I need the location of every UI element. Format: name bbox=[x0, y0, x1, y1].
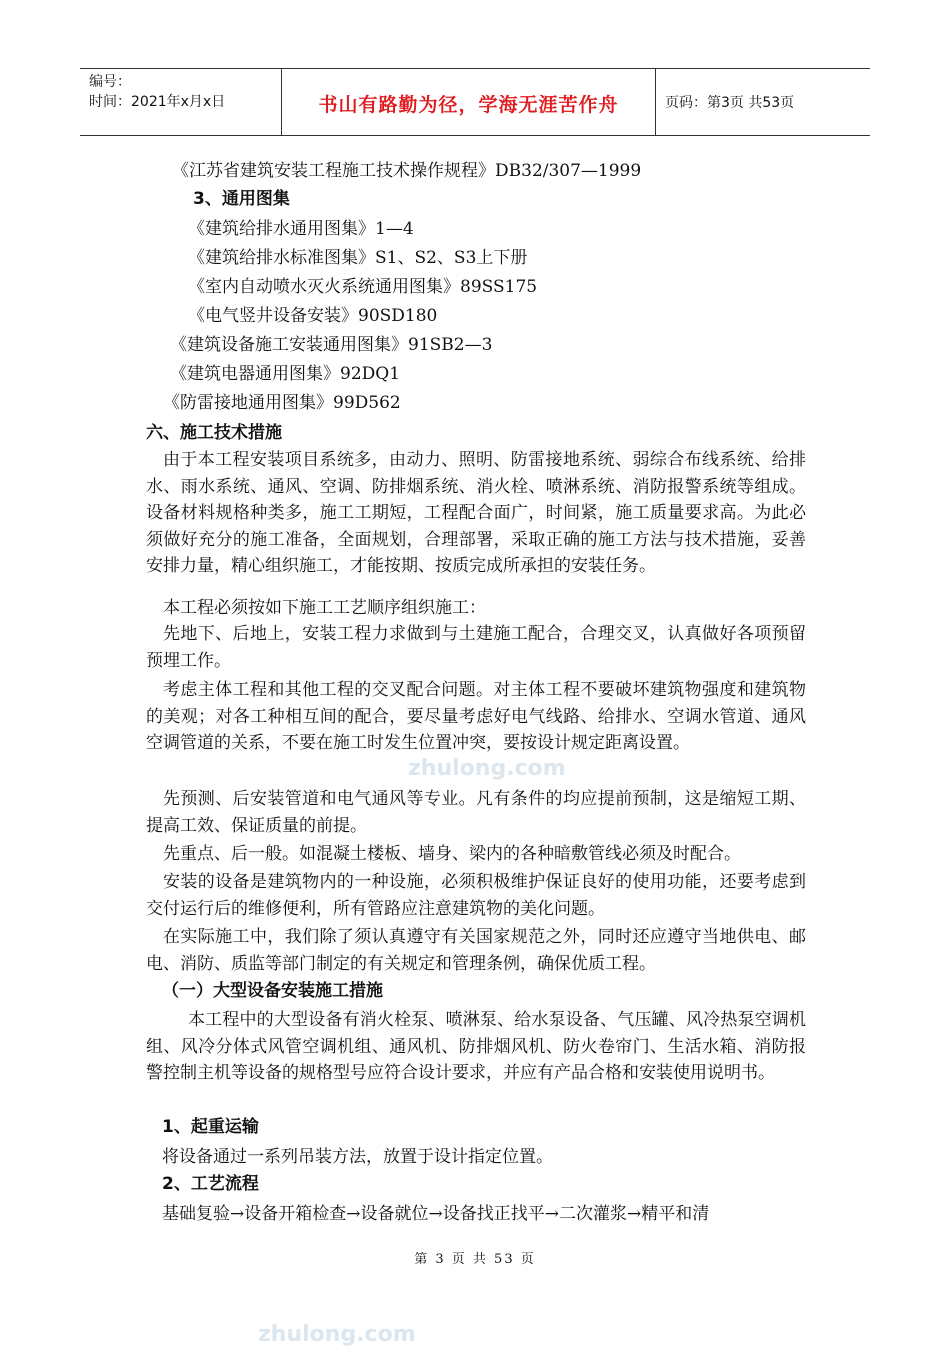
page-header bbox=[80, 68, 870, 136]
header-meta bbox=[80, 69, 282, 135]
reference-item: 《电气竖井设备安装》90SD180 bbox=[188, 306, 438, 326]
document-number-label: 编号： bbox=[89, 74, 131, 90]
paragraph: 先预测、后安装管道和电气通风等专业。凡有条件的均应提前预制，这是缩短工期、提高工效、保证质量的前提。 bbox=[146, 789, 806, 836]
paragraph: 先地下、后地上，安装工程力求做到与土建施工配合，合理交叉，认真做好各项预留预埋工作。 bbox=[146, 624, 806, 671]
paragraph: 在实际施工中，我们除了须认真遵守有关国家规范之外，同时还应遵守当地供电、邮电、消防、质监等部门制定的有关规定和管理条例，确保优质工程。 bbox=[146, 927, 806, 974]
page-footer: 第 3 页 共 53 页 bbox=[414, 1252, 536, 1267]
document-time-label: 时间：2021年x月x日 bbox=[89, 94, 226, 110]
paragraph: 先重点、后一般。如混凝土楼板、墙身、梁内的各种暗敷管线必须及时配合。 bbox=[163, 844, 741, 864]
reference-item: 《室内自动喷水灭火系统通用图集》89SS175 bbox=[188, 277, 538, 297]
subsection-title: （一）大型设备安装施工措施 bbox=[162, 981, 383, 1001]
paragraph: 将设备通过一系列吊装方法，放置于设计指定位置。 bbox=[162, 1147, 553, 1167]
reference-item: 《防雷接地通用图集》99D562 bbox=[163, 393, 401, 413]
watermark-text: zhulong.com bbox=[408, 756, 566, 781]
header-slogan-cell bbox=[282, 69, 656, 135]
reference-item: 《建筑给排水通用图集》1—4 bbox=[188, 219, 414, 239]
reference-item: 《建筑给排水标准图集》S1、S2、S3上下册 bbox=[188, 248, 528, 268]
paragraph: 由于本工程安装项目系统多，由动力、照明、防雷接地系统、弱综合布线系统、给排水、雨水系统、通风、空调、防排烟系统、消火栓、喷淋系统、消防报警系统等组成。设备材料规格种类多，施工工期短，工程配合面广，时间紧，施工质量要求高。为此必须做好充分的施工准备，全面规划，合理部署，采取正确的施工方法与技术措施，妥善安排力量，精心组织施工，才能按期、按质完成所承担的安装任务。 bbox=[146, 450, 806, 576]
watermark-text: zhulong.com bbox=[258, 1322, 416, 1347]
paragraph: 考虑主体工程和其他工程的交叉配合问题。对主体工程不要破坏建筑物强度和建筑物的美观；对各工种相互间的配合，要尽量考虑好电气线路、给排水、空调水管道、通风空调管道的关系，不要在施工时发生位置冲突，要按设计规定距离设置。 bbox=[146, 680, 806, 753]
reference-line: 《江苏省建筑安装工程施工技术操作规程》DB32/307—1999 bbox=[172, 161, 642, 181]
header-slogan: 书山有路勤为径，学海无涯苦作舟 bbox=[318, 93, 619, 116]
process-flow-line: 基础复验→设备开箱检查→设备就位→设备找正找平→二次灌浆→精平和清 bbox=[162, 1204, 710, 1224]
paragraph: 安装的设备是建筑物内的一种设施，必须积极维护保证良好的使用功能，还要考虑到交付运行后的维修便利，所有管路应注意建筑物的美化问题。 bbox=[146, 872, 806, 919]
header-page-cell bbox=[656, 69, 870, 135]
step-heading: 1、起重运输 bbox=[162, 1117, 259, 1137]
header-page-info: 页码：第3页 共53页 bbox=[665, 95, 795, 111]
subheading-drawings: 3、通用图集 bbox=[193, 189, 290, 209]
reference-item: 《建筑电器通用图集》92DQ1 bbox=[170, 364, 401, 384]
step-heading: 2、工艺流程 bbox=[162, 1174, 259, 1194]
paragraph: 本工程中的大型设备有消火栓泵、喷淋泵、给水泵设备、气压罐、风冷热泵空调机组、风冷分体式风管空调机组、通风机、防排烟风机、防火卷帘门、生活水箱、消防报警控制主机等设备的规格型号应符合设计要求，并应有产品合格和安装使用说明书。 bbox=[146, 1010, 806, 1083]
reference-item: 《建筑设备施工安装通用图集》91SB2—3 bbox=[170, 335, 493, 355]
paragraph: 本工程必须按如下施工工艺顺序组织施工： bbox=[163, 598, 486, 618]
section-title: 六、施工技术措施 bbox=[146, 423, 282, 443]
